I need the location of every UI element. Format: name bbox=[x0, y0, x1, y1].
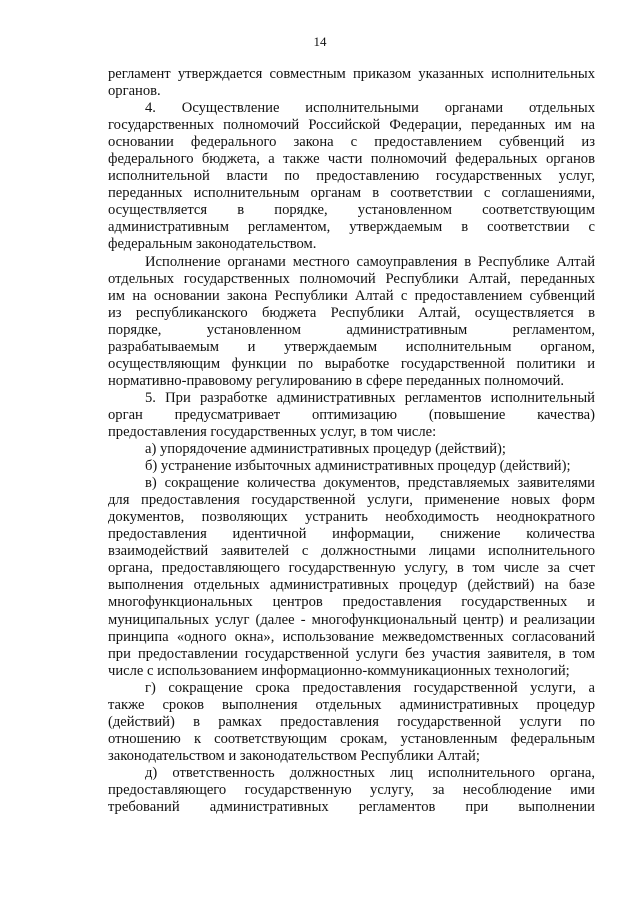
text-line: из республиканского бюджета Республики Алтай, осуществляется в bbox=[108, 304, 595, 321]
text-line: предоставления государственных услуг, в том числе: bbox=[108, 423, 437, 440]
document-body-text bbox=[108, 66, 595, 816]
text-line: федеральным законодательством. bbox=[108, 236, 317, 253]
text-line: предоставления идентичной информации, снижение количества bbox=[108, 526, 595, 543]
text-line: разрабатываемым и утверждаемым исполнительным органом, bbox=[108, 338, 595, 355]
text-line: (действий) в рамках предоставления государственной услуги по bbox=[108, 713, 595, 730]
text-line: в) сокращение количества документов, представляемых заявителями bbox=[145, 475, 595, 492]
text-line: административным регламентом, утверждаемым в соответствии с bbox=[108, 219, 595, 236]
text-line: осуществляется в порядке, установленном соответствующим bbox=[108, 202, 595, 219]
text-line: законодательством и законодательством Республики Алтай; bbox=[108, 747, 480, 764]
text-line: орган предусматривает оптимизацию (повышение качества) bbox=[108, 406, 595, 423]
text-line: б) устранение избыточных административных процедур (действий); bbox=[145, 458, 571, 475]
text-line: 4. Осуществление исполнительными органами отдельных bbox=[145, 100, 595, 117]
text-line: государственных полномочий Российской Федерации, переданных им на bbox=[108, 117, 595, 134]
text-line: основании федерального закона с предоставлением субвенций из bbox=[108, 134, 595, 151]
text-line: числе с использованием информационно-коммуникационных технологий; bbox=[108, 662, 570, 679]
text-line: им на основании закона Республики Алтай с предоставлением субвенций bbox=[108, 287, 595, 304]
text-line: федерального бюджета, а также части полномочий федеральных органов bbox=[108, 151, 595, 168]
text-line: переданных исполнительным органам в соответствии с соглашениями, bbox=[108, 185, 595, 202]
text-line: Исполнение органами местного самоуправления в Республике Алтай bbox=[145, 253, 595, 270]
text-line: принципа «одного окна», использование межведомственных согласований bbox=[108, 628, 595, 645]
text-line: документов, позволяющих устранить необходимость неоднократного bbox=[108, 509, 595, 526]
text-line: исполнительной власти по предоставлению государственных услуг, bbox=[108, 168, 595, 185]
text-line: нормативно-правовому регулированию в сфере переданных полномочий. bbox=[108, 372, 565, 389]
text-line: порядке, установленном административным регламентом, bbox=[108, 321, 595, 338]
page-number: 14 bbox=[313, 34, 327, 49]
text-line: предоставляющего государственную услугу, за несоблюдение ими bbox=[108, 781, 595, 798]
text-line: регламент утверждается совместным приказом указанных исполнительных bbox=[108, 66, 595, 82]
text-line: отношению к соответствующим срокам, установленным федеральным bbox=[108, 730, 595, 747]
text-line: требований административных регламентов при выполнении bbox=[108, 799, 595, 816]
text-line: при предоставлении государственной услуги без участия заявителя, в том bbox=[108, 645, 595, 662]
text-line: взаимодействий заявителей с должностными лицами исполнительного bbox=[108, 543, 595, 560]
text-line: д) ответственность должностных лиц исполнительного органа, bbox=[145, 764, 595, 781]
text-line: органа, предоставляющего государственную услугу, в том числе за счет bbox=[108, 560, 595, 577]
text-line: многофункциональных центров предоставления государственных и bbox=[108, 594, 595, 611]
text-line: г) сокращение срока предоставления государственной услуги, а bbox=[145, 679, 595, 696]
text-line: 5. При разработке административных регламентов исполнительный bbox=[145, 389, 595, 406]
text-line: а) упорядочение административных процедур (действий); bbox=[145, 441, 506, 458]
text-line: муниципальных услуг (далее - многофункциональный центр) и реализации bbox=[108, 611, 595, 628]
text-line: также сроков выполнения отдельных административных процедур bbox=[108, 696, 595, 713]
text-line: органов. bbox=[108, 83, 161, 100]
text-line: для предоставления государственной услуги, применение новых форм bbox=[108, 492, 595, 509]
text-line: осуществляющим функции по выработке государственной политики и bbox=[108, 355, 595, 372]
text-line: отдельных государственных полномочий Республики Алтай, переданных bbox=[108, 270, 595, 287]
text-line: выполнения отдельных административных процедур (действий) на базе bbox=[108, 577, 595, 594]
